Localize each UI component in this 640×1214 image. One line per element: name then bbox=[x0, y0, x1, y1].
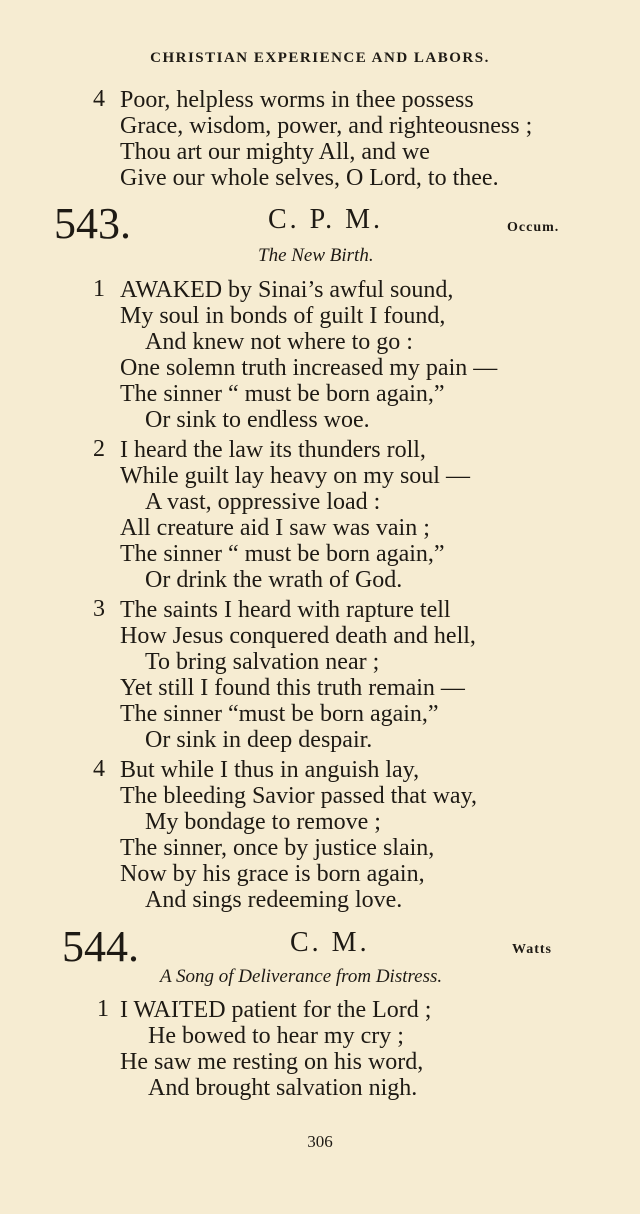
verse-line: But while I thus in anguish lay, bbox=[120, 757, 420, 783]
verse-line: Or drink the wrath of God. bbox=[145, 567, 403, 593]
hymn-subtitle: A Song of Deliverance from Distress. bbox=[160, 966, 443, 987]
author-name: Watts bbox=[512, 942, 552, 957]
hymn-subtitle: The New Birth. bbox=[258, 245, 374, 266]
verse-line: Yet still I found this truth remain — bbox=[120, 675, 465, 701]
verse-line: The sinner, once by justice slain, bbox=[120, 835, 435, 861]
stanza-number: 2 bbox=[93, 436, 105, 462]
verse-line: The bleeding Savior passed that way, bbox=[120, 783, 478, 809]
verse-line: Give our whole selves, O Lord, to thee. bbox=[120, 165, 499, 191]
verse-line: How Jesus conquered death and hell, bbox=[120, 623, 476, 649]
verse-line: And knew not where to go : bbox=[145, 329, 413, 355]
verse-line: While guilt lay heavy on my soul — bbox=[120, 463, 470, 489]
hymn-meter: C. P. M. bbox=[268, 204, 384, 235]
verse-line: The saints I heard with rapture tell bbox=[120, 597, 451, 623]
stanza-number: 1 bbox=[97, 996, 109, 1022]
verse-line: Or sink to endless woe. bbox=[145, 407, 370, 433]
stanza-number: 4 bbox=[93, 86, 105, 112]
hymn-number: 544. bbox=[62, 922, 139, 971]
verse-line: Or sink in deep despair. bbox=[145, 727, 373, 753]
verse-line: Poor, helpless worms in thee possess bbox=[120, 87, 474, 113]
verse-line: To bring salvation near ; bbox=[145, 649, 380, 675]
tune-name: Occum. bbox=[507, 220, 560, 235]
stanza-number: 4 bbox=[93, 756, 105, 782]
stanza-number: 1 bbox=[93, 276, 105, 302]
verse-line: The sinner “ must be born again,” bbox=[120, 381, 445, 407]
verse-line: All creature aid I saw was vain ; bbox=[120, 515, 430, 541]
verse-line: The sinner “must be born again,” bbox=[120, 701, 439, 727]
verse-line: A vast, oppressive load : bbox=[145, 489, 381, 515]
verse-line: I heard the law its thunders roll, bbox=[120, 437, 426, 463]
verse-line: And brought salvation nigh. bbox=[148, 1075, 418, 1101]
verse-line: I WAITED patient for the Lord ; bbox=[120, 997, 432, 1023]
verse-line: AWAKED by Sinai’s awful sound, bbox=[120, 277, 454, 303]
verse-line: My soul in bonds of guilt I found, bbox=[120, 303, 446, 329]
verse-line: Grace, wisdom, power, and righteousness ; bbox=[120, 113, 533, 139]
verse-line: My bondage to remove ; bbox=[145, 809, 381, 835]
verse-line: One solemn truth increased my pain — bbox=[120, 355, 498, 381]
verse-line: The sinner “ must be born again,” bbox=[120, 541, 445, 567]
verse-line: Now by his grace is born again, bbox=[120, 861, 425, 887]
hymn-number: 543. bbox=[54, 199, 131, 248]
verse-line: Thou art our mighty All, and we bbox=[120, 139, 430, 165]
verse-line: And sings redeeming love. bbox=[145, 887, 403, 913]
running-header: CHRISTIAN EXPERIENCE AND LABORS. bbox=[150, 50, 490, 66]
page-number: 306 bbox=[307, 1132, 333, 1151]
verse-line: He saw me resting on his word, bbox=[120, 1049, 424, 1075]
verse-line: He bowed to hear my cry ; bbox=[148, 1023, 404, 1049]
stanza-number: 3 bbox=[93, 596, 105, 622]
hymn-meter: C. M. bbox=[290, 927, 370, 958]
